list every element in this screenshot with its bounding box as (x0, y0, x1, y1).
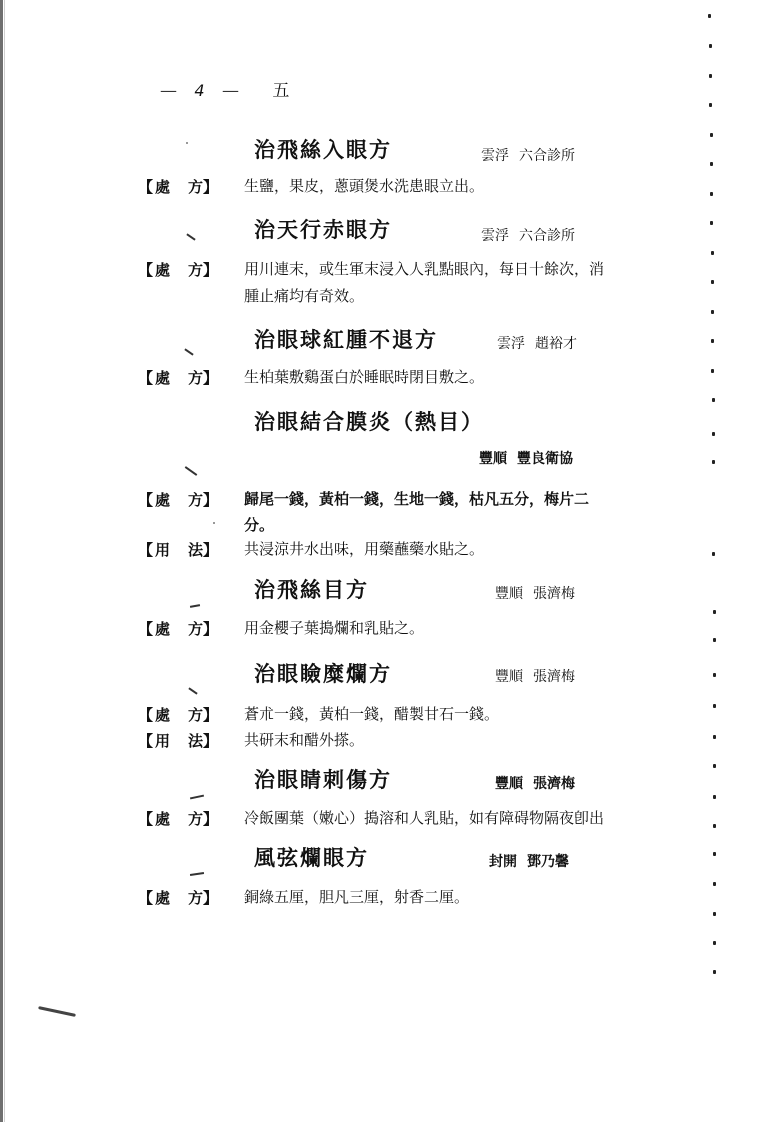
print-mark (188, 687, 197, 694)
prescription-label: 【 處 方】 (138, 261, 219, 279)
author-place: 豐順 (495, 586, 523, 602)
page-number (160, 76, 290, 101)
author-name: 張濟梅 (533, 776, 575, 792)
recipe-author (489, 851, 569, 871)
author-name: 豐良衛協 (517, 451, 573, 467)
recipe-title: 治眼睛刺傷方 (254, 767, 392, 792)
prescription-text: 冷飯團葉（嫩心）搗溶和人乳貼，如有障碍物隔夜卽出 (244, 809, 605, 827)
recipe-title: 治飛絲目方 (254, 577, 369, 602)
page-binding-shadow (4, 0, 5, 1122)
author-name: 趙裕才 (535, 336, 577, 352)
print-mark (190, 872, 204, 876)
prescription-label: 【 處 方】 (138, 706, 219, 724)
author-name: 張濟梅 (533, 669, 575, 685)
print-mark (186, 233, 195, 240)
author-name: 六合診所 (519, 148, 575, 164)
prescription-label: 【 處 方】 (138, 620, 219, 638)
print-mark (184, 348, 193, 355)
page-binding-edge (0, 0, 3, 1122)
prescription-text: 銅綠五厘，胆凡三厘，射香二厘。 (244, 888, 470, 906)
binding-holes (704, 0, 724, 1122)
recipe-author (481, 225, 575, 245)
author-place: 豐順 (495, 776, 523, 792)
author-place: 雲浮 (497, 336, 525, 352)
recipe-author (481, 145, 575, 165)
prescription-text: 用川連末，或生軍末浸入人乳點眼內，每日十餘次，消 (244, 260, 605, 278)
recipe-title: 治天行赤眼方 (254, 217, 392, 242)
recipe-title: 治飛絲入眼方 (254, 137, 392, 162)
prescription-text: 生鹽，果皮，蔥頭煲水洗患眼立出。 (244, 177, 485, 195)
recipe-author (497, 333, 577, 353)
recipe-author (495, 666, 575, 686)
prescription-label: 【 處 方】 (138, 889, 219, 907)
prescription-text: 用金櫻子葉搗爛和乳貼之。 (244, 619, 425, 637)
recipe-title: 治眼球紅腫不退方 (254, 327, 438, 352)
prescription-label: 【 處 方】 (138, 369, 219, 387)
print-mark (190, 604, 200, 608)
print-speck (213, 522, 215, 524)
print-mark (185, 466, 198, 476)
usage-text: 共浸涼井水出味，用藥蘸藥水貼之。 (244, 540, 485, 558)
print-speck (186, 142, 188, 144)
page-number-chinese: 五 (272, 81, 291, 101)
recipe-title: 治眼結合膜炎（熱目） (254, 409, 484, 434)
page-number-dash-right: — (222, 81, 240, 101)
ink-smudge (38, 1006, 76, 1017)
author-place: 封開 (489, 854, 517, 870)
author-place: 雲浮 (481, 228, 509, 244)
prescription-text: 歸尾一錢，黃柏一錢，生地一錢，枯凡五分，梅片二 (244, 490, 590, 508)
prescription-text: 蒼朮一錢，黃柏一錢，醋製甘石一錢。 (244, 705, 500, 723)
page-number-digit: 4 (194, 81, 206, 100)
recipe-title: 治眼瞼糜爛方 (254, 661, 392, 686)
usage-text: 共研末和醋外搽。 (244, 731, 365, 749)
recipe-title: 風弦爛眼方 (254, 845, 369, 870)
usage-label: 【 用 法】 (138, 732, 219, 750)
author-place: 雲浮 (481, 148, 509, 164)
author-name: 張濟梅 (533, 586, 575, 602)
prescription-label: 【 處 方】 (138, 810, 219, 828)
prescription-label: 【 處 方】 (138, 178, 219, 196)
page-number-dash-left: — (160, 81, 178, 101)
recipe-author (479, 448, 573, 468)
author-place: 豐順 (479, 451, 507, 467)
author-name: 鄧乃馨 (527, 854, 569, 870)
author-name: 六合診所 (519, 228, 575, 244)
usage-label: 【 用 法】 (138, 541, 219, 559)
prescription-text: 腫止痛均有奇效。 (244, 287, 365, 305)
print-mark (190, 795, 204, 800)
recipe-author (495, 773, 575, 793)
recipe-author (495, 583, 575, 603)
prescription-label: 【 處 方】 (138, 491, 219, 509)
prescription-text: 分。 (244, 516, 275, 534)
author-place: 豐順 (495, 669, 523, 685)
prescription-text: 生柏葉敷鷄蛋白於睡眠時閉目敷之。 (244, 368, 485, 386)
